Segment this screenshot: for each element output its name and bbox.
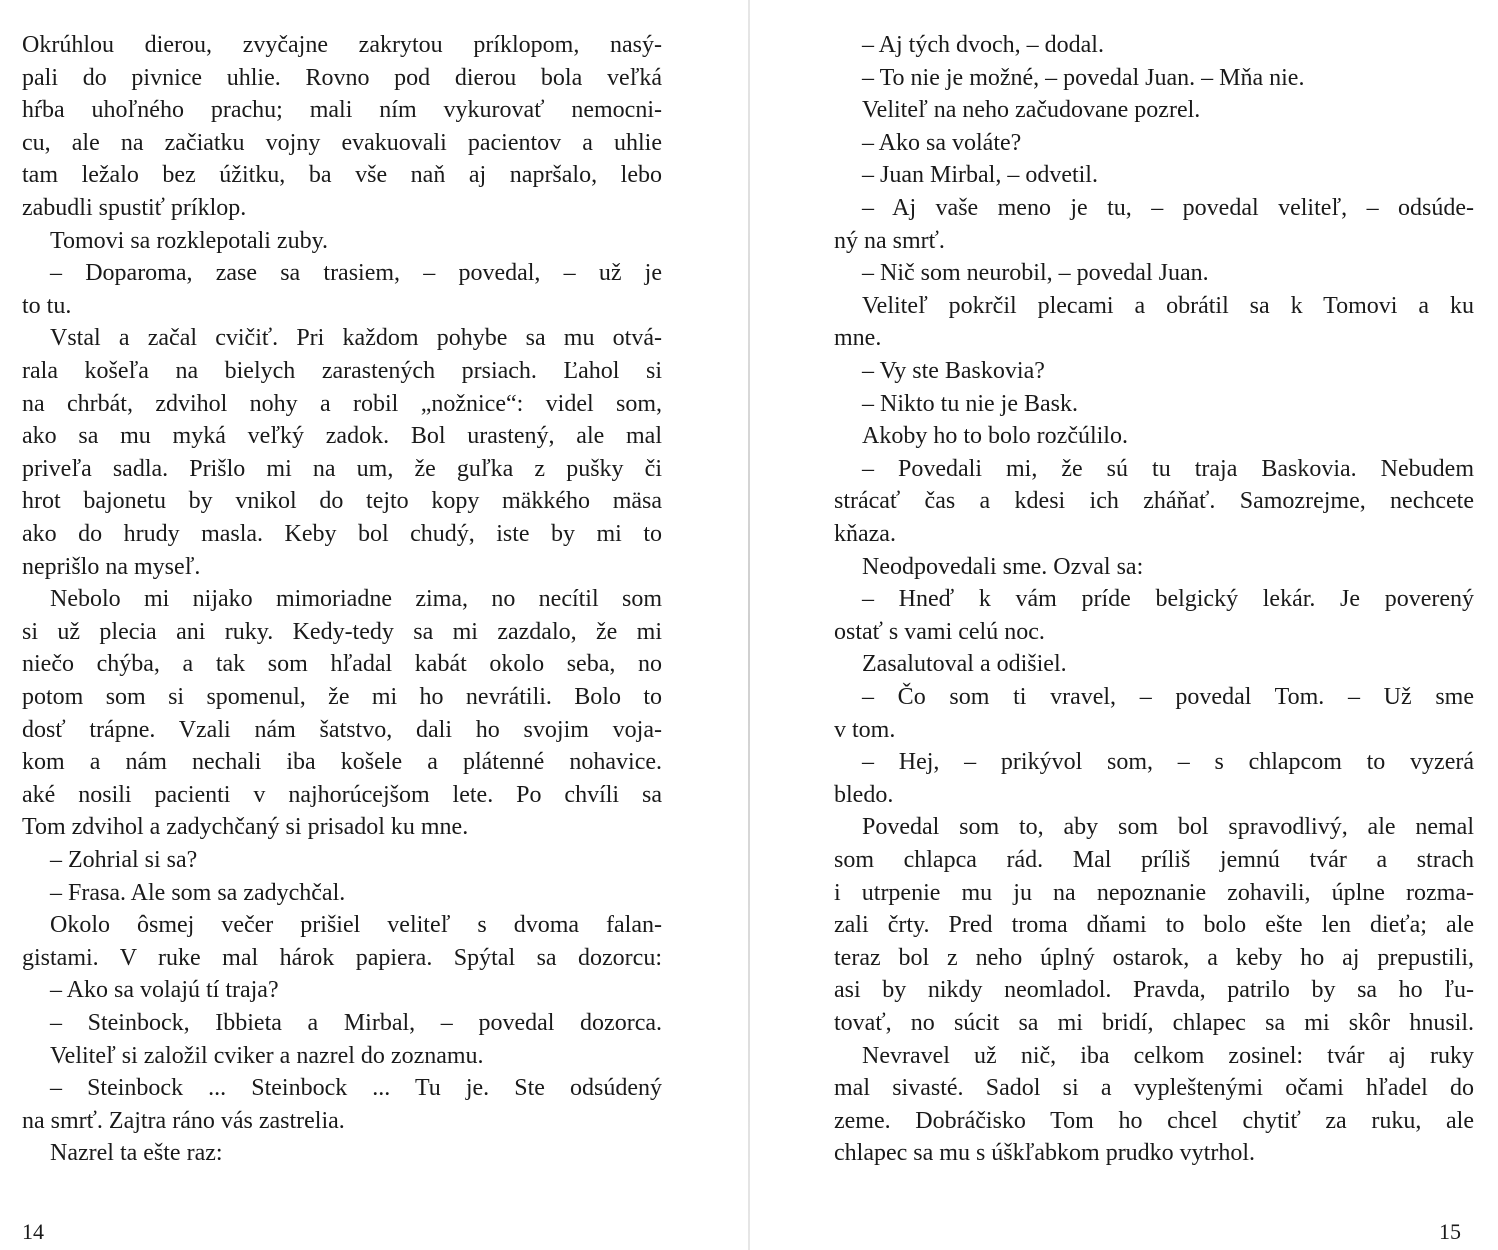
text-line: mne. <box>834 325 882 352</box>
text-line: zeme. Dobráčisko Tom ho chcel chytiť za ruku, ale <box>834 1107 1474 1134</box>
text-line: mal sivasté. Sadol si a vypleštenými očami hľadel do <box>834 1075 1474 1102</box>
right-page <box>749 0 1498 1250</box>
text-line: Okrúhlou dierou, zvyčajne zakrytou príklopom, nasý- <box>22 32 662 58</box>
text-line: na chrbát, zdvihol nohy a robil „nožnice“: videl som, <box>22 390 662 417</box>
text-line: potom som si spomenul, že mi ho nevrátili. Bolo to <box>22 684 662 710</box>
text-line: – Vy ste Baskovia? <box>862 358 1045 384</box>
text-line: – Juan Mirbal, – odvetil. <box>862 162 1098 189</box>
text-line: – Frasa. Ale som sa zadychčal. <box>50 879 346 906</box>
text-line: asi by nikdy neomladol. Pravda, patrilo by sa ho ľu- <box>834 977 1474 1004</box>
text-line: zali črty. Pred troma dňami to bolo ešte len dieťa; ale <box>834 912 1474 939</box>
text-line: ný na smrť. <box>834 227 945 254</box>
text-line: – Hneď k vám príde belgický lekár. Je poverený <box>862 586 1474 613</box>
text-line: hrot bajonetu by vnikol do tejto kopy mäkkého mäsa <box>22 488 662 515</box>
text-line: Veliteľ si založil cviker a nazrel do zoznamu. <box>50 1042 484 1069</box>
text-line: hŕba uhoľného prachu; mali ním vykurovať nemocni- <box>22 97 662 124</box>
text-line: tovať, no súcit sa mi bridí, chlapec sa mi skôr hnusil. <box>834 1010 1474 1036</box>
text-line: cu, ale na začiatku vojny evakuovali pacientov a uhlie <box>22 129 662 156</box>
text-line: ostať s vami celú noc. <box>834 618 1045 645</box>
text-line: Okolo ôsmej večer prišiel veliteľ s dvoma falan- <box>50 912 662 939</box>
text-line: Akoby ho to bolo rozčúlilo. <box>862 423 1128 450</box>
text-line: Vstal a začal cvičiť. Pri každom pohybe sa mu otvá- <box>50 325 662 352</box>
text-line: kom a nám nechali iba košele a plátenné nohavice. <box>22 749 662 776</box>
text-line: ako sa mu myká veľký zadok. Bol urastený, ale mal <box>22 423 662 450</box>
text-line: zabudli spustiť príklop. <box>22 195 247 221</box>
text-line: kňaza. <box>834 521 896 547</box>
text-line: Tomovi sa rozklepotali zuby. <box>50 227 329 254</box>
text-line: Tom zdvihol a zadychčaný si prisadol ku mne. <box>22 814 469 841</box>
text-line: – Hej, – prikývol som, – s chlapcom to vyzerá <box>862 749 1474 776</box>
text-line: strácať čas a kdesi ich zháňať. Samozrejme, nechcete <box>834 488 1474 515</box>
text-line: priveľa sadla. Prišlo mi na um, že guľka z pušky či <box>22 455 662 482</box>
text-line: – Nič som neurobil, – povedal Juan. <box>862 260 1209 287</box>
text-line: – Ako sa voláte? <box>862 129 1022 156</box>
text-line: aké nosili pacienti v najhorúcejšom lete. Po chvíli sa <box>22 781 662 808</box>
text-line: ako do hrudy masla. Keby bol chudý, iste by mi to <box>22 521 662 547</box>
text-line: i utrpenie mu ju na nepoznanie zohavili, úplne rozma- <box>834 879 1474 906</box>
text-line: Zasalutoval a odišiel. <box>862 651 1067 678</box>
text-line: – Ako sa volajú tí traja? <box>50 977 279 1004</box>
text-line: niečo chýba, a tak som hľadal kabát okolo seba, no <box>22 651 662 678</box>
text-line: – Steinbock, Ibbieta a Mirbal, – povedal dozorca. <box>50 1010 662 1036</box>
text-line: Veliteľ na neho začudovane pozrel. <box>862 97 1201 124</box>
text-line: v tom. <box>834 716 896 743</box>
text-line: chlapec sa mu s úškľabkom prudko vytrhol. <box>834 1140 1256 1167</box>
text-line: – Nikto tu nie je Bask. <box>862 390 1078 417</box>
text-line: – To nie je možné, – povedal Juan. – Mňa nie. <box>862 64 1305 91</box>
text-line: Nevravel už nič, iba celkom zosinel: tvár aj ruky <box>862 1042 1474 1069</box>
text-line: – Aj vaše meno je tu, – povedal veliteľ, – odsúde- <box>862 195 1474 221</box>
text-line: som chlapca rád. Mal príliš jemnú tvár a strach <box>834 847 1474 873</box>
text-line: gistami. V ruke mal hárok papiera. Spýtal sa dozorcu: <box>22 944 662 971</box>
text-line: neprišlo na myseľ. <box>22 553 201 580</box>
text-line: tam ležalo bez úžitku, ba vše naň aj napršalo, lebo <box>22 162 662 189</box>
text-line: bledo. <box>834 781 894 808</box>
text-line: rala košeľa na bielych zarastených prsiach. Ľahol si <box>22 358 662 384</box>
text-line: na smrť. Zajtra ráno vás zastrelia. <box>22 1107 345 1134</box>
text-line: – Aj tých dvoch, – dodal. <box>862 32 1104 58</box>
text-line: – Steinbock ... Steinbock ... Tu je. Ste odsúdený <box>50 1075 662 1102</box>
text-line: Neodpovedali sme. Ozval sa: <box>862 553 1144 580</box>
text-line: to tu. <box>22 292 72 319</box>
text-line: si už plecia ani ruky. Kedy-tedy sa mi zazdalo, že mi <box>22 618 662 645</box>
text-line: Nebolo mi nijako mimoriadne zima, no necítil som <box>50 586 662 613</box>
text-line: pali do pivnice uhlie. Rovno pod dierou bola veľká <box>22 64 662 91</box>
text-line: – Čo som ti vravel, – povedal Tom. – Už sme <box>862 684 1474 710</box>
text-line: – Zohrial si sa? <box>50 847 198 873</box>
text-line: Nazrel ta ešte raz: <box>50 1140 223 1167</box>
text-line: – Povedali mi, že sú tu traja Baskovia. Nebudem <box>862 455 1474 482</box>
text-line: dosť trápne. Vzali nám šatstvo, dali ho svojim voja- <box>22 716 662 743</box>
page-number-left: 14 <box>22 1219 44 1244</box>
text-line: Veliteľ pokrčil plecami a obrátil sa k Tomovi a ku <box>862 292 1474 319</box>
page-number-right: 15 <box>1439 1219 1461 1244</box>
text-line: teraz bol z neho úplný ostarok, a keby ho aj prepustili, <box>834 944 1474 971</box>
text-line: – Doparoma, zase sa trasiem, – povedal, – už je <box>50 260 662 287</box>
text-line: Povedal som to, aby som bol spravodlivý, ale nemal <box>862 814 1474 841</box>
